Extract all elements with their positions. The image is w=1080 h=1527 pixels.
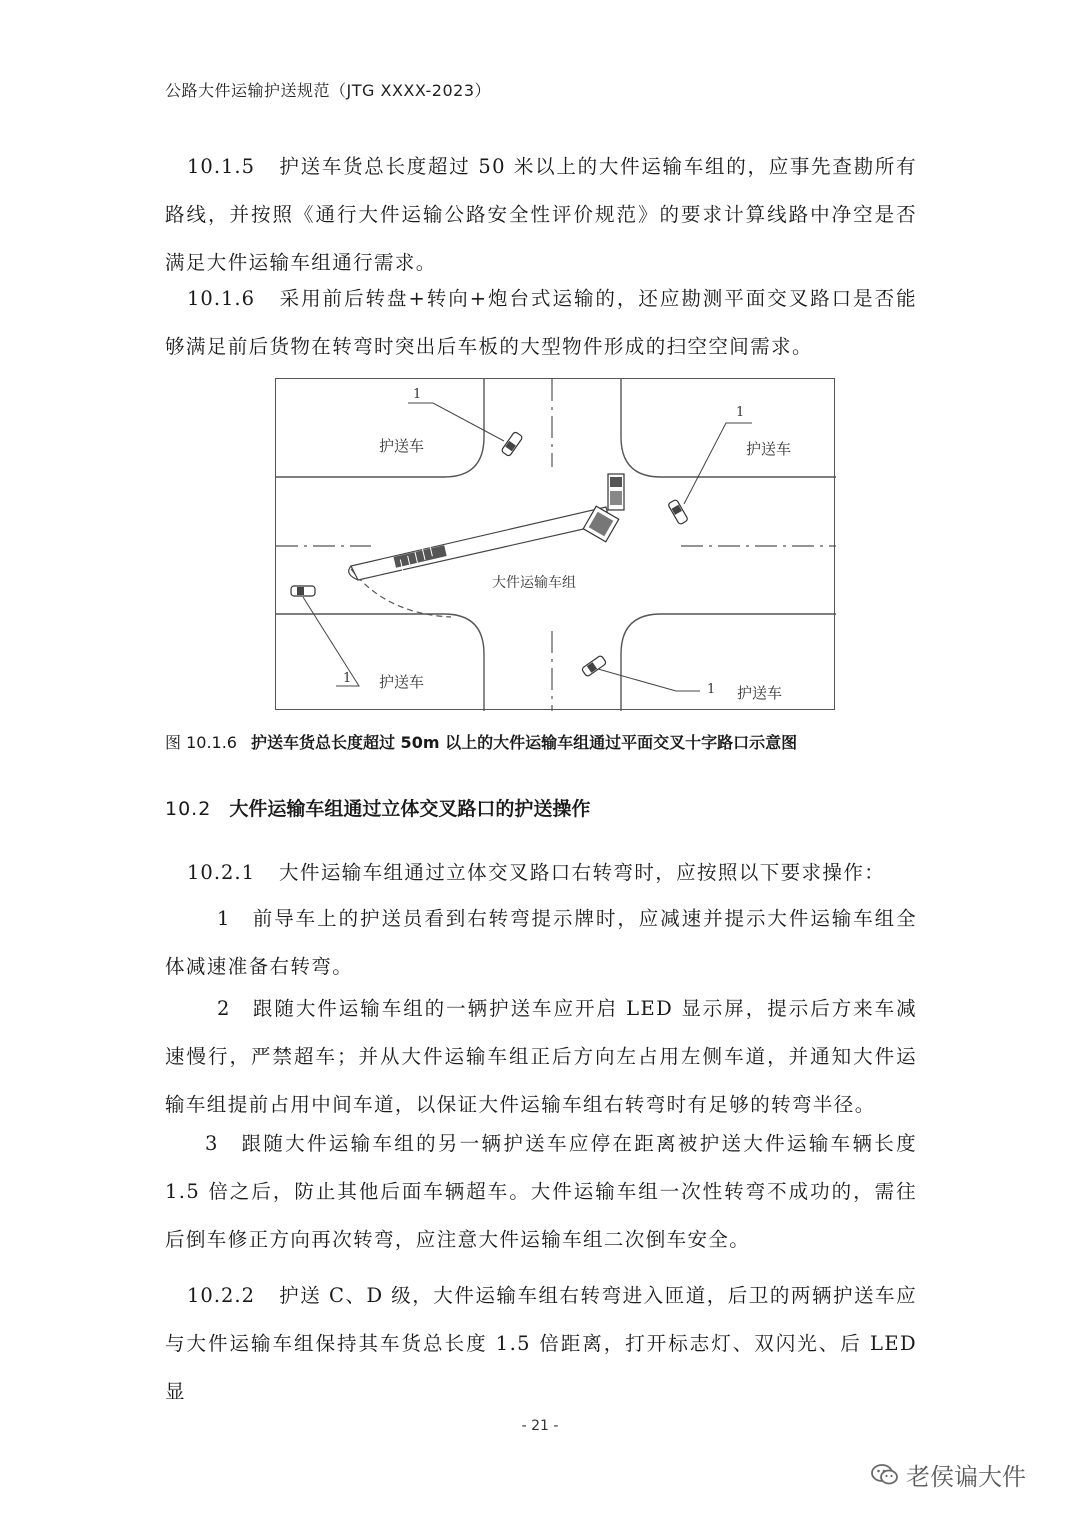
paragraph-10-2-2: [165, 1272, 917, 1416]
list-item-1: 1 前导车上的护送员看到右转弯提示牌时，应减速并提示大件运输车组全体减速准备右转弯。: [165, 907, 917, 978]
intersection-drawing: [276, 379, 836, 711]
paragraph-number: 10.2.1: [187, 861, 256, 884]
escort-car-bottom-left: [291, 586, 315, 596]
curb-bottom-left: [276, 614, 484, 711]
paragraph-text: 护送车货总长度超过 50 米以上的大件运输车组的，应事先查勘所有路线，并按照《通行大件运输公路安全性评价规范》的要求计算线路中净空是否满足大件运输车组通行需求。: [165, 155, 917, 274]
label-convoy: 大件运输车组: [492, 575, 576, 591]
curb-top-right: [621, 379, 836, 477]
caption-text: 护送车货总长度超过 50m 以上的大件运输车组通过平面交叉十字路口示意图: [250, 733, 798, 752]
paragraph-10-1-6: [165, 275, 917, 371]
paragraph-number: 10.1.6: [187, 287, 256, 310]
paragraph-text: 大件运输车组通过立体交叉路口右转弯时，应按照以下要求操作：: [279, 861, 886, 884]
escort-car-bottom-right: [581, 655, 606, 677]
label-escort-bottom-right: 护送车: [737, 684, 783, 702]
paragraph-number: 10.2.2: [187, 1284, 256, 1307]
paragraph-text: 护送 C、D 级，大件运输车组右转弯进入匝道，后卫的两辆护送车应与大件运输车组保持其车货总长度 1.5 倍距离，打开标志灯、双闪光、后 LED 显: [165, 1284, 917, 1403]
callout-number-top-right: 1: [736, 405, 745, 420]
running-header: 公路大件运输护送规范（JTG XXXX-2023）: [165, 81, 492, 100]
convoy-vehicle: [349, 474, 624, 580]
list-item-3: 3 跟随大件运输车组的另一辆护送车应停在距离被护送大件运输车辆长度 1.5 倍之后，防止其他后面车辆超车。大件运输车组一次性转弯不成功的，需往后倒车修正方向再次转弯，应注意大件运输车组二次倒车安全。: [165, 1132, 917, 1251]
paragraph-10-2-1: [165, 849, 917, 897]
paragraph-text: 采用前后转盘+转向+炮台式运输的，还应勘测平面交叉路口是否能够满足前后货物在转弯时突出后车板的大型物件形成的扫空空间需求。: [165, 287, 917, 358]
callout-number-bottom-left: 1: [343, 671, 352, 686]
section-number: 10.2: [165, 798, 212, 820]
watermark: [870, 1457, 1026, 1494]
page-number: - 21 -: [521, 1418, 559, 1434]
label-escort-bottom-left: 护送车: [379, 673, 425, 691]
section-heading-10-2: [165, 794, 590, 821]
figure-caption: [165, 730, 925, 753]
watermark-text: 老侯谝大件: [906, 1463, 1026, 1491]
paragraph-number: 10.1.5: [187, 155, 256, 178]
escort-car-top-right: [668, 499, 689, 525]
intersection-diagram: [275, 378, 835, 710]
label-escort-top-left: 护送车: [379, 437, 425, 455]
list-item-2: 2 跟随大件运输车组的一辆护送车应开启 LED 显示屏，提示后方来车减速慢行，严禁超车；并从大件运输车组正后方向左占用左侧车道，并通知大件运输车组提前占用中间车道，以保证大件运输车组右转弯时有足够的转弯半径。: [165, 997, 917, 1116]
escort-car-top-left: [501, 431, 523, 456]
curb-bottom-right: [621, 614, 836, 711]
leader-top-right: [684, 423, 752, 504]
wechat-icon: [870, 1462, 900, 1494]
curb-top-left: [276, 379, 484, 477]
callout-number-bottom-right: 1: [707, 682, 716, 697]
leader-bottom-right: [598, 669, 700, 691]
label-escort-top-right: 护送车: [746, 440, 792, 458]
paragraph-10-1-5: [165, 143, 917, 287]
section-title: 大件运输车组通过立体交叉路口的护送操作: [229, 798, 591, 820]
callout-number-top-left: 1: [413, 387, 422, 402]
caption-number: 图 10.1.6: [165, 733, 237, 752]
